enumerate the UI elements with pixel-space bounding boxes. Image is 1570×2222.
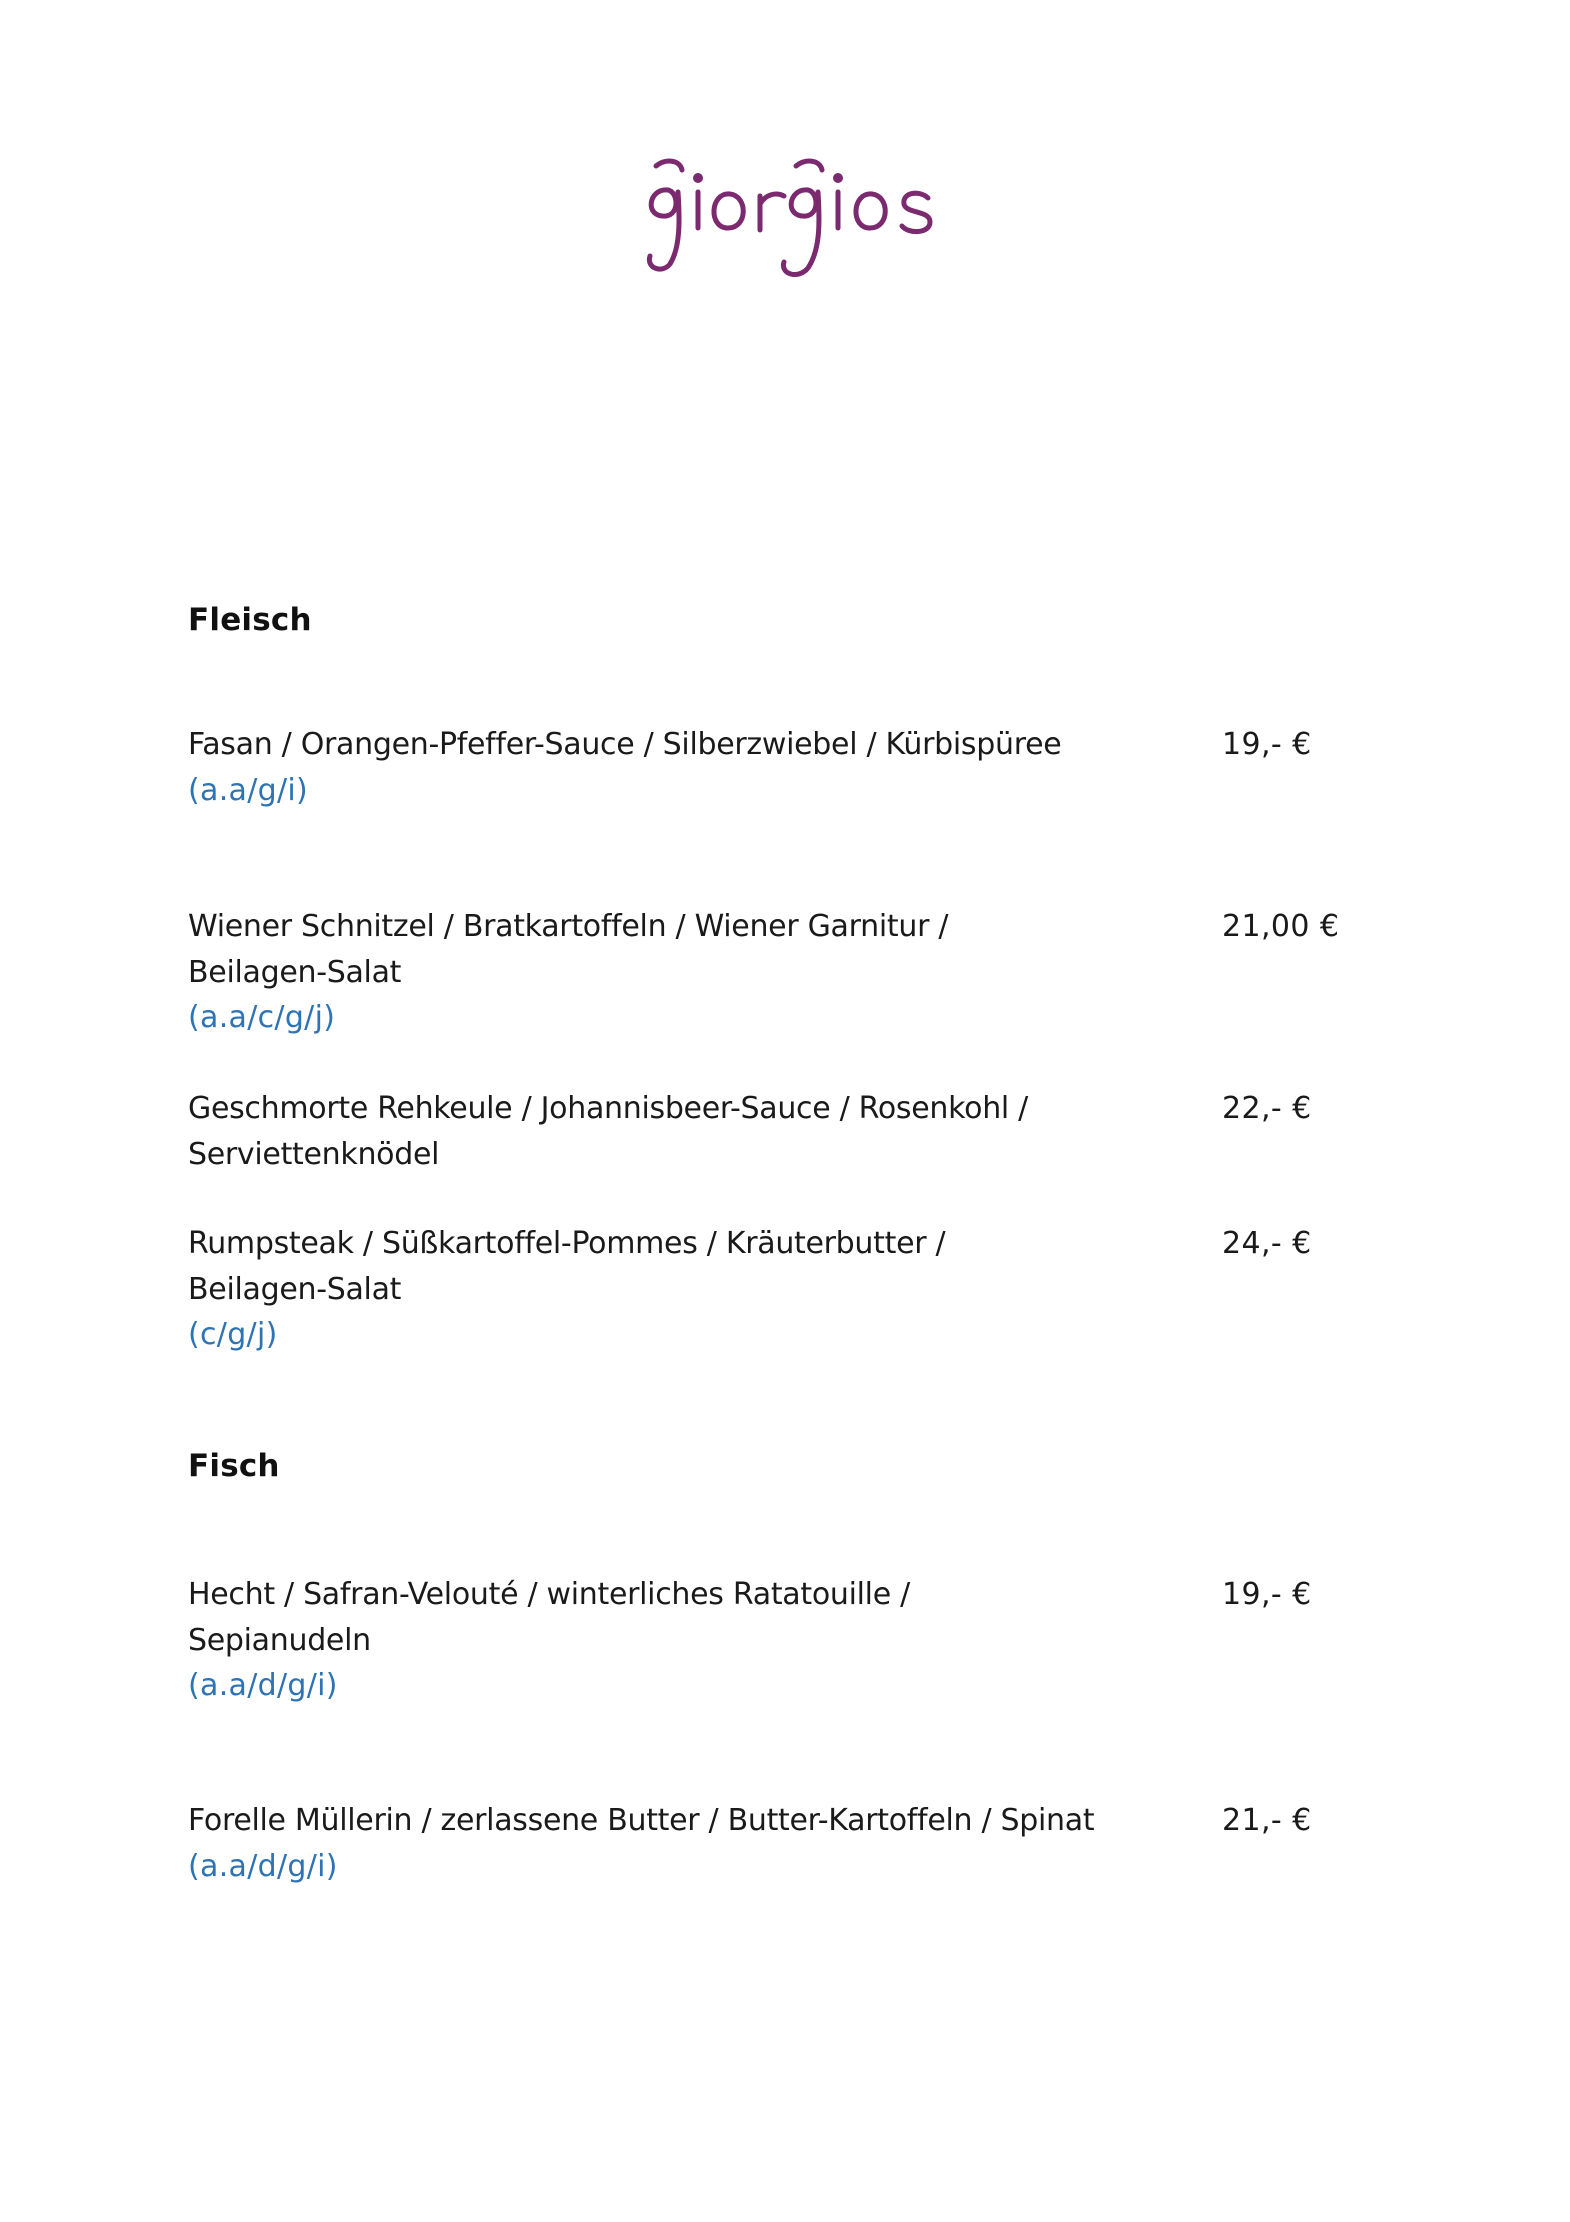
dish-price: 21,00 € [1222, 909, 1340, 944]
dish-description: Rumpsteak / Süßkartoffel-Pommes / Kräuterbutter / Beilagen-Salat [188, 1226, 946, 1307]
menu-item [188, 1086, 1388, 1177]
menu-item [188, 1572, 1388, 1709]
allergen-codes: (c/g/j) [188, 1317, 278, 1352]
allergen-codes: (a.a/c/g/j) [188, 1000, 336, 1035]
allergen-codes: (a.a/d/g/i) [188, 1848, 338, 1884]
dish-description: Hecht / Safran-Velouté / winterliches Ratatouille / Sepianudeln [188, 1577, 910, 1658]
menu-item [188, 1798, 1388, 1889]
dish-description: Wiener Schnitzel / Bratkartoffeln / Wiener Garnitur / Beilagen-Salat [188, 909, 949, 990]
restaurant-logo [636, 152, 948, 292]
menu-item [188, 722, 1388, 813]
giorgios-logo-mark [636, 152, 948, 292]
allergen-codes: (a.a/g/i) [188, 772, 309, 808]
dish-price: 24,- € [1222, 1226, 1312, 1261]
dish-price: 21,- € [1222, 1803, 1312, 1838]
section-title-fisch: Fisch [188, 1448, 280, 1484]
dish-price: 19,- € [1222, 1577, 1312, 1612]
allergen-codes: (a.a/d/g/i) [188, 1668, 338, 1703]
dish-description: Geschmorte Rehkeule / Johannisbeer-Sauce / Rosenkohl / Serviettenknödel [188, 1091, 1028, 1172]
menu-item [188, 904, 1388, 1041]
section-title-fleisch: Fleisch [188, 602, 312, 638]
dish-description: Forelle Müllerin / zerlassene Butter / Butter-Kartoffeln / Spinat [188, 1803, 1095, 1838]
dish-description: Fasan / Orangen-Pfeffer-Sauce / Silberzwiebel / Kürbispüree [188, 727, 1062, 762]
dish-price: 22,- € [1222, 1091, 1312, 1126]
dish-price: 19,- € [1222, 727, 1312, 762]
menu-item [188, 1221, 1388, 1358]
